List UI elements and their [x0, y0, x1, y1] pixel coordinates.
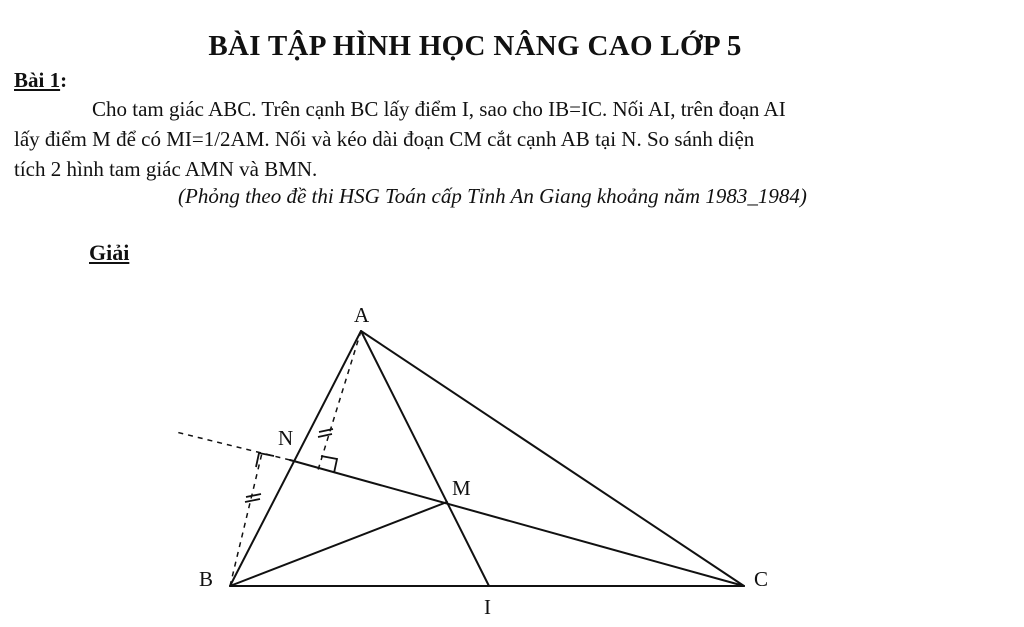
problem-line-2: lấy điểm M để có MI=1/2AM. Nối và kéo dài đoạn CM cắt cạnh AB tại N. So sánh diện	[14, 127, 755, 151]
exercise-label-colon: :	[60, 68, 68, 92]
altitude-from-B	[230, 453, 262, 586]
segment-AI	[361, 331, 489, 586]
point-label-M: M	[452, 476, 471, 500]
point-label-N: N	[278, 426, 294, 450]
equal-mark-2b	[245, 499, 260, 502]
problem-source: (Phỏng theo đề thi HSG Toán cấp Tỉnh An Giang khoảng năm 1983_1984)	[178, 184, 807, 208]
page-title: BÀI TẬP HÌNH HỌC NÂNG CAO LỚP 5	[208, 30, 742, 62]
exercise-label-text: Bài 1	[14, 68, 61, 92]
equal-mark-1b	[318, 434, 332, 437]
point-label-B: B	[199, 567, 214, 591]
segment-BM	[230, 502, 447, 586]
problem-line-3: tích 2 hình tam giác AMN và BMN.	[14, 157, 318, 181]
solution-label: Giải	[89, 240, 130, 265]
point-label-A: A	[354, 303, 370, 327]
segment-AB	[230, 331, 361, 586]
segment-CN	[290, 460, 744, 586]
problem-line-1: Cho tam giác ABC. Trên cạnh BC lấy điểm I, sao cho IB=IC. Nối AI, trên đoạn AI	[92, 97, 786, 121]
equal-mark-2a	[246, 494, 261, 497]
point-label-I: I	[484, 595, 491, 619]
point-label-C: C	[754, 567, 769, 591]
segment-AC	[361, 331, 744, 586]
